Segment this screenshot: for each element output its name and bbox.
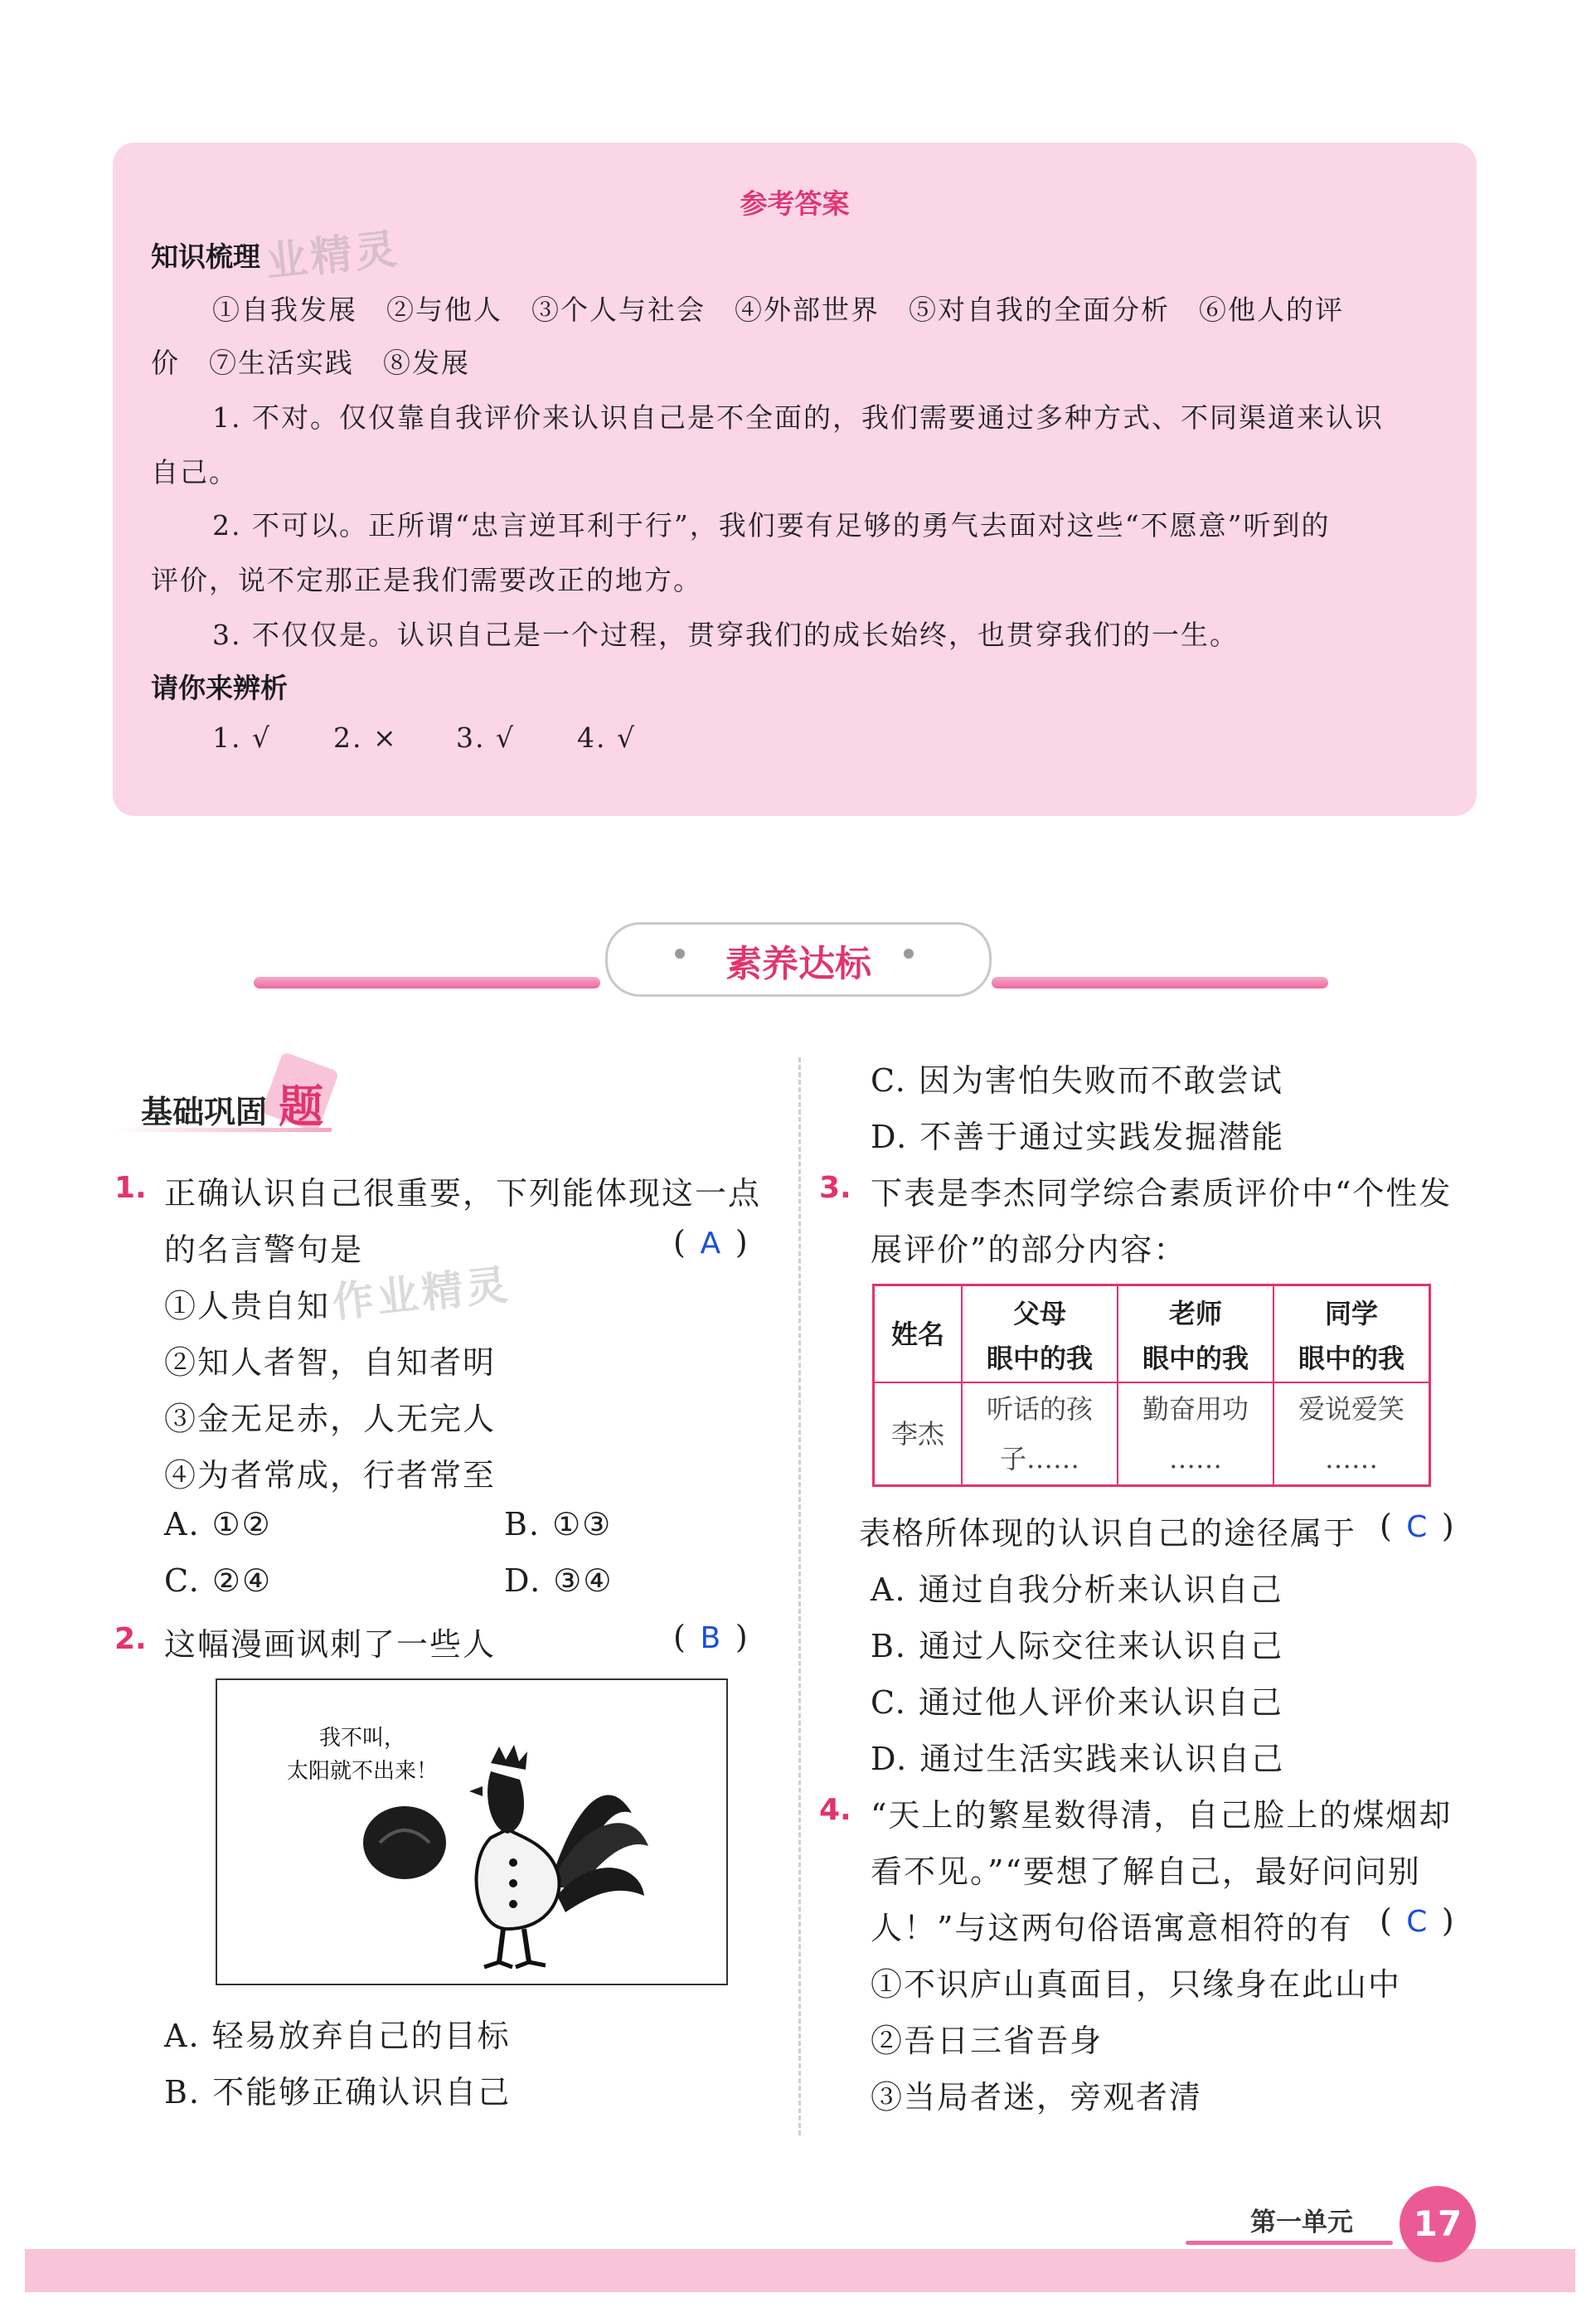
q2-text: 这幅漫画讽刺了一些人: [164, 1626, 497, 1663]
answer-p1b: 自己。: [151, 456, 238, 488]
cartoon-caption-line1: 我不叫，: [318, 1726, 405, 1751]
q3-option-a: A. 通过自我分析来认识自己: [871, 1571, 1283, 1608]
table-cell-name: 李杰: [874, 1382, 963, 1486]
q2-option-c: C. 因为害怕失败而不敢尝试: [871, 1062, 1283, 1099]
watermark: 业精灵: [263, 224, 403, 287]
q3-stem: 表格所体现的认识自己的途径属于: [859, 1515, 1357, 1552]
table-cell-classmates-line1: 爱说爱笑: [1298, 1393, 1404, 1425]
q4-line3: 人！”与这两句俗语寓意相符的有: [871, 1910, 1353, 1946]
answer-p1a: 1. 不对。仅仅靠自我评价来认识自己是不全面的，我们需要通过多种方式、不同渠道来认识: [212, 401, 1384, 434]
table-cell-parents: [962, 1382, 1118, 1486]
q4-number: 4.: [819, 1793, 851, 1827]
answer-title: 参考答案: [740, 187, 850, 220]
q2-number: 2.: [114, 1622, 147, 1656]
table-header-parents-line2: 眼中的我: [986, 1343, 1093, 1374]
q4-answer: ( C ): [1380, 1902, 1454, 1939]
q1-option-b: B. ①③: [504, 1506, 613, 1542]
q3-line1: 下表是李杰同学综合素质评价中“个性发: [871, 1175, 1453, 1212]
cartoon-caption-line2: 太阳就不出来！: [286, 1759, 438, 1784]
table-cell-parents-line2: 子……: [999, 1443, 1079, 1474]
q4-item-1: ①不识庐山真面目，只缘身在此山中: [871, 1966, 1402, 2003]
q3-line2: 展评价”的部分内容：: [871, 1231, 1187, 1268]
banner-title: 素养达标: [725, 943, 871, 985]
q2-option-b: B. 不能够正确认识自己: [164, 2074, 512, 2111]
q4-line1: “天上的繁星数得清，自己脸上的煤烟却: [871, 1797, 1453, 1834]
table-header-classmates-line1: 同学: [1324, 1298, 1378, 1329]
q1-line2: 的名言警句是: [164, 1231, 364, 1268]
table-cell-teacher-line1: 勤奋用功: [1142, 1393, 1249, 1425]
q3-option-b: B. 通过人际交往来认识自己: [871, 1628, 1284, 1664]
table-cell-teacher-line2: ……: [1169, 1443, 1222, 1474]
table-header-parents: [962, 1285, 1118, 1383]
watermark-2: 作业精灵: [329, 1260, 513, 1328]
table-header-classmates: [1273, 1285, 1430, 1383]
q3-option-c: C. 通过他人评价来认识自己: [871, 1684, 1283, 1721]
q1-item-3: ③金无足赤，人无完人: [164, 1401, 497, 1437]
judge-1: 1. √: [212, 721, 272, 754]
q2-option-d: D. 不善于通过实践发掘潜能: [871, 1119, 1285, 1155]
answer-p2b: 评价，说不定那正是我们需要改正的地方。: [151, 564, 702, 596]
table-cell-classmates: [1273, 1382, 1430, 1486]
q1-item-2: ②知人者智，自知者明: [164, 1344, 497, 1381]
q1-option-d: D. ③④: [504, 1562, 614, 1599]
footer-line: [1186, 2241, 1393, 2245]
table-header-teacher: [1118, 1285, 1273, 1383]
table-cell-parents-line1: 听话的孩: [986, 1393, 1093, 1425]
section-knowledge: 知识梳理: [151, 240, 260, 273]
section-basic-ti: 题: [279, 1080, 323, 1133]
q1-answer: ( A ): [673, 1224, 748, 1261]
table-header-teacher-line2: 眼中的我: [1142, 1343, 1249, 1374]
table-header-classmates-line2: 眼中的我: [1298, 1343, 1404, 1374]
evaluation-table: [872, 1284, 1431, 1487]
q1-item-1: ①人贵自知: [164, 1288, 331, 1324]
q3-answer: ( C ): [1380, 1508, 1454, 1544]
q4-item-3: ③当局者迷，旁观者清: [871, 2079, 1203, 2116]
section-judge: 请你来辨析: [151, 672, 288, 704]
banner-bar-left: [254, 977, 600, 989]
judge-4: 4. √: [577, 721, 637, 754]
answer-line-1: ①自我发展 ②与他人 ③个人与社会 ④外部世界 ⑤对自我的全面分析 ⑥他人的评: [212, 294, 1344, 326]
table-header-teacher-line1: 老师: [1168, 1298, 1222, 1329]
judge-3: 3. √: [456, 721, 516, 754]
q2-option-a: A. 轻易放弃自己的目标: [164, 2018, 511, 2054]
q2-answer: ( B ): [673, 1619, 748, 1655]
cartoon-image: [216, 1678, 728, 1985]
answer-p3: 3. 不仅仅是。认识自己是一个过程，贯穿我们的成长始终，也贯穿我们的一生。: [212, 619, 1239, 651]
section-basic: 基础巩固: [141, 1093, 268, 1130]
q1-option-c: C. ②④: [164, 1562, 273, 1599]
judge-2: 2. ×: [333, 721, 398, 754]
banner-bar-right: [992, 977, 1328, 989]
footer-band: [25, 2249, 1575, 2292]
table-header-name: 姓名: [874, 1285, 963, 1383]
q1-item-4: ④为者常成，行者常至: [164, 1457, 497, 1494]
q4-line2: 看不见。”“要想了解自己，最好问问别: [871, 1853, 1421, 1890]
q3-option-d: D. 通过生活实践来认识自己: [871, 1741, 1285, 1777]
rooster-drawing: [217, 1680, 726, 1984]
q1-option-a: A. ①②: [164, 1506, 272, 1542]
column-divider: [798, 1057, 801, 2135]
table-cell-teacher: [1118, 1382, 1273, 1486]
q1-number: 1.: [114, 1171, 147, 1205]
q1-line1: 正确认识自己很重要，下列能体现这一点: [164, 1175, 762, 1212]
page-number: 17: [1400, 2186, 1476, 2262]
footer-unit: 第一单元: [1250, 2208, 1353, 2237]
q4-item-2: ②吾日三省吾身: [871, 2023, 1104, 2059]
answer-p2a: 2. 不可以。正所谓“忠言逆耳利于行”，我们要有足够的勇气去面对这些“不愿意”听到的: [212, 509, 1331, 542]
table-header-parents-line1: 父母: [1012, 1298, 1066, 1329]
q3-number: 3.: [819, 1171, 851, 1205]
table-cell-classmates-line2: ……: [1325, 1443, 1378, 1474]
answer-line-2: 价 ⑦生活实践 ⑧发展: [151, 347, 470, 379]
